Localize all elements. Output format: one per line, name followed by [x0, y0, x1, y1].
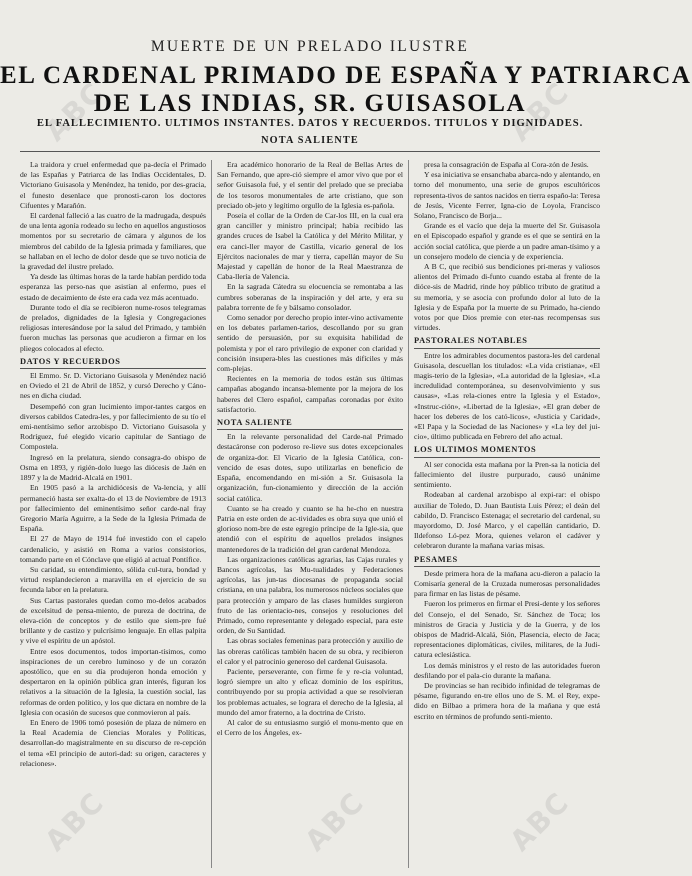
paragraph: Fueron los primeros en firmar el Presi-dente y los señores del Consejo, el del Senado, Sr. Sánchez de Toca; los ministros de Gracia y Justicia y de la Guerra, y de los obispos de Madrid-Alcalá, Sión, Plasencia, electo de Jaca; representaciones diplomáticas, civiles, militares, de la Judi-catura eclesiástica. — [414, 599, 600, 660]
article-column-2 — [217, 160, 403, 870]
section-heading: LOS ULTIMOS MOMENTOS — [414, 445, 600, 457]
article-kicker: MUERTE DE UN PRELADO ILUSTRE — [150, 38, 470, 55]
paragraph: A B C, que recibió sus bendiciones pri-meras y valiosos alientos del Primado di-funto cuando estaba al frente de la dióce-sis de Madrid, rinde hoy público tributo de gratitud a su memoria, y se asocia con profundo dolor al luto de la Iglesia y de España por la muerte de su Primado, ha-ciendo votos por que Dios premie con eter-nas recompensas sus virtudes. — [414, 262, 600, 333]
paragraph: Entre esos documentos, todos importan-tísimos, como inspiraciones de un cerebro luminoso y de un corazón apostólico, que en su día produjeron honda emoción y despertaron en la opinión pública gran interés, figuran los relativos a la situación de la Iglesia, la cuestión social, las reformas de orden político, y los que dictara en nombre de la Iglesia con ocasión de sucesos que conmovieron al país. — [20, 646, 206, 717]
paragraph: En 1905 pasó a la archidiócesis de Va-lencia, y allí permaneció hasta ser exalta-do el 13 de Noviembre de 1913 por fallecimiento del eminentísimo señor carde-nal fray Gregorio María Aguirre, a la Sede de la Iglesia Primada de España. — [20, 483, 206, 534]
paragraph: Era académico honorario de la Real de Bellas Artes de San Fernando, que apre-ció siempre el amor vivo que por el señor Guisasola fué, y el sentir del prelado que se preciaba de los tesoros monumentales de arte cristiano, que son preciado ob-jeto y legítimo orgullo de la Iglesia es-pañola. — [217, 160, 403, 210]
column-divider-2 — [408, 160, 409, 868]
headline-line-2: DE LAS INDIAS, SR. GUISASOLA — [93, 90, 527, 117]
article-column-3 — [414, 160, 600, 870]
paragraph: Paciente, perseverante, con firme fe y re-cia voluntad, logró siempre un alto y eficaz dominio de los espíritus, contribuyendo por su propia actividad a que se resolvieran los problemas actuales, se lograra el derecho de la Iglesia, al mundo del amor fraterno, a la doctrina de Cristo. — [217, 666, 403, 717]
paragraph: De provincias se han recibido infinidad de telegramas de pésame, figurando en-tre ellos uno de S. M. el Rey, expe-dido en Bilbao a primera hora de la mañana y que está escrito en términos de profundo senti-miento. — [414, 680, 600, 721]
paragraph: Los demás ministros y el resto de las autoridades fueron desfilando por el pala-cio durante la mañana. — [414, 660, 600, 680]
section-heading: PASTORALES NOTABLES — [414, 336, 600, 348]
paragraph: El Emmo. Sr. D. Victoriano Guisasola y Menéndez nació en Oviedo el 21 de Abril de 1852, y cursó Derecho y Cáno-nes en dicha ciudad. — [20, 371, 206, 401]
paragraph: Sus Cartas pastorales quedan como mo-delos acabados de excelsitud de pensa-miento, de pureza de doctrina, de eleva-ción de conceptos y de estilo que siem-pre fué brillante y de castizo y pulcrísimo lenguaje. En ellas palpita y vive el espíritu de un apóstol. — [20, 595, 206, 646]
paragraph: Como senador por derecho propio inter-vino activamente en los debates parlamen-tarios, descollando por su gran sentido de persuasión, por su exquisita habilidad de polemista y por el raro privilegio de exponer con claridad y concisión insupera-bles las cuestiones más difíciles y más com-plejas. — [217, 313, 403, 374]
paragraph: presa la consagración de España al Cora-zón de Jesús. — [424, 160, 589, 169]
paragraph: Entre los admirables documentos pastora-les del cardenal Guisasola, descuellan los titulados: «La vida cristiana», «El magis-terio de la Iglesia», «La autoridad de la Iglesia», «La incredulidad contemporánea, su desenvolvimiento y sus causas», «Las rela-ciones entre la Iglesia y el Estado», «Instruc-ción», «Libertad de la Iglesia», «El gran deber de hacer los deberes de los cató-licos», «Justicia y Caridad», «El Papa y la Sociedad de las Naciones» y «La ley del jui-cio», último publicada en Febrero del año actual. — [414, 350, 600, 442]
paragraph: Las obras sociales femeninas para protección y auxilio de las obreras católicas también hacen de su obra, y recibieron el calor y el patrocinio generoso del cardenal Guisasola. — [217, 636, 403, 666]
watermark-bottom-middle: ABC — [298, 785, 372, 858]
column-divider-1 — [211, 160, 212, 868]
paragraph: Desempeñó con gran lucimiento impor-tantes cargos en diversos cabildos Catedra-les, y por fallecimiento de su tío el emi-nentísimo señor arzobispo D. Victoriano Guisasola y Rodríguez, fué elegido vicario capitular de Santiago de Compostela. — [20, 401, 206, 452]
paragraph: En la relevante personalidad del Carde-nal Primado destacáronse con poderoso re-lieve sus dotes excepcionales de organiza-dor. El Vicario de la Iglesia Católica, con-vencido de esas dotes, supo utilizarlas en beneficio de España, encomendando en mi-sión a Sr. Guisasola la organización, fun-cionamiento y dirección de la acción social católica. — [217, 432, 403, 503]
section-heading: NOTA SALIENTE — [217, 418, 403, 430]
paragraph: Las organizaciones católicas agrarias, las Cajas rurales y Bancos agrícolas, las Mu-tualidades y Federaciones agrícolas, las jun-tas diocesanas de propaganda social cristiana, en una palabra, los numerosos núcleos sociales que para protección y amparo de las clases humildes surgieron fruto de las orientacio-nes, consejos y resoluciones del Primado, como representante y delegado especial, para este orden, de Su Santidad. — [217, 554, 403, 636]
headline-line-1: EL CARDENAL PRIMADO DE ESPAÑA Y PATRIARCA — [0, 62, 692, 89]
paragraph: Ya desde las últimas horas de la tarde habían perdido toda esperanza las perso-nas que asistían al enfermo, pues el estado de decaimiento de éste era cada vez más acentuado. — [20, 272, 206, 302]
paragraph: En la sagrada Cátedra su elocuencia se remontaba a las cumbres soberanas de la inspiración y del arte, y era su palabra torrente de fe y bálsamo consolador. — [217, 282, 403, 312]
watermark-top-left: ABC — [38, 75, 112, 148]
watermark-bottom-right: ABC — [503, 785, 577, 858]
paragraph: Poseía el collar de la Orden de Car-los III, en la cual era gran canciller y ministro principal; había recibido las grandes cruces de Isabel la Católica y del Mérito Militar, y era canci-ller mayor de Castilla, vicario general de los Ejércitos nacionales de mar y tierra, capellán mayor de Su Majestad y capellán de honor de la Real Maestranza de Caba-llería de Valencia. — [217, 211, 403, 282]
article-column-1 — [20, 160, 206, 870]
paragraph: Recientes en la memoria de todos están sus últimas campañas abogando incansa-blemente por la mejora de los haberes del Clero español, campañas coronadas por éxito satisfactorio. — [217, 374, 403, 414]
section-heading: PESAMES — [414, 555, 600, 567]
section-heading: DATOS Y RECUERDOS — [20, 357, 206, 369]
paragraph: El 27 de Mayo de 1914 fué investido con el capelo cardenalicio, y asistió en Roma a varios consistorios, tomando parte en el Cónclave que eligió al actual Pontífice. — [20, 534, 206, 564]
paragraph: Y esa iniciativa se ensanchaba abarca-ndo y alentando, en torno del monumento, una serie de grupos escultóricos representa-tivos de santos nacidos en tierra españo-la: Teresa de Jesús, Vicente Ferrer, Igna-cio de Loyola, Francisco Solano, Francisco de Borja... — [414, 170, 600, 221]
article-subhead: EL FALLECIMIENTO. ULTIMOS INSTANTES. DATOS Y RECUERDOS. TITULOS Y DIGNIDADES. — [36, 118, 584, 129]
paragraph: Su caridad, su entendimiento, sólida cul-tura, bondad y virtud resplandecieron a maravilla en el ejercicio de su fecunda labor en la prelatura. — [20, 564, 206, 595]
paragraph: Grande es el vacío que deja la muerte del Sr. Guisasola en el Episcopado español y grande es el que se sentirá en la acción social católica, que pierde a un padre aman-tísimo y a un consejero modelo de ciencia y de experiencia. — [414, 221, 600, 261]
paragraph: La traidora y cruel enfermedad que pa-decía el Primado de las Españas y Patriarca de las Indias Occidentales, D. Victoriano Guisasola y Menéndez, ha tenido, por des-gracia, el funesto desenlace que pronosti-caron los doctores Cifuentes y Marañón. — [20, 160, 206, 210]
paragraph: Ingresó en la prelatura, siendo consagra-do obispo de Osma en 1893, y rigién-dolo luego las diócesis de Jaén en 1897 y la de Madrid-Alcalá en 1901. — [20, 452, 206, 483]
paragraph: Rodeaban al cardenal arzobispo al expi-rar: el obispo auxiliar de Toledo, D. Juan Bautista Luis Pérez; el deán del cabildo, D. Francisco Estenaga; el secretario del cardenal, su mayordomo, D. José Marco, y el capellán cantidario, D. Ildefonso Ló-pez Mora, quienes velaron el cadáver y celebraron durante la mañana varias misas. — [414, 490, 600, 551]
paragraph: Al ser conocida esta mañana por la Pren-sa la noticia del fallecimiento del ilustre purpurado, causó unánime sentimiento. — [414, 459, 600, 490]
header-rule — [20, 151, 600, 152]
paragraph: El cardenal falleció a las cuatro de la madrugada, después de una lenta agonía rodeado su lecho en aquellos angustiosos momentos por su secretario de cámara y algunos de los miembros del cabildo de la Iglesia primada y familiares, que se hallaban en el lecho de dolor desde que se tuvo noticia de la gravedad del ilustre prelado. — [20, 211, 206, 272]
article-subhead-2: NOTA SALIENTE — [261, 135, 359, 146]
paragraph: En Enero de 1906 tomó posesión de plaza de número en la Real Academia de Ciencias Morales y Políticas, desarrollan-do magistralmente en su discurso de re-cepción el tema «El principio de autori-dad: su origen, caracteres y relaciones». — [20, 717, 206, 768]
watermark-bottom-left: ABC — [38, 785, 112, 858]
paragraph: Durante todo el día se recibieron nume-rosos telegramas de prelados, dignidades de la Iglesia y Congregaciones religiosas interesándose por la salud del Primado, y también fueron muchas las personas que acudieron a firmar en los pliegos colocados al efecto. — [20, 302, 206, 353]
paragraph: Cuanto se ha creado y cuanto se ha he-cho en nuestra Patria en este orden de ac-tividades es obra suya que unió el glorioso nom-bre de este egregio príncipe de la Igle-sia, que atendió con el espíritu de aquellos prelados insignes mantenedores de la tradición del gran cardenal Mendoza. — [217, 503, 403, 554]
watermark-top-right: ABC — [503, 75, 577, 148]
paragraph: Desde primera hora de la mañana acu-dieron a palacio la Comisaría general de la Cruzada numerosas personalidades para firmar en las listas de pésame. — [414, 568, 600, 599]
paragraph: Al calor de su entusiasmo surgió el monu-mento que en el Cerro de los Ángeles, ex- — [217, 717, 403, 738]
